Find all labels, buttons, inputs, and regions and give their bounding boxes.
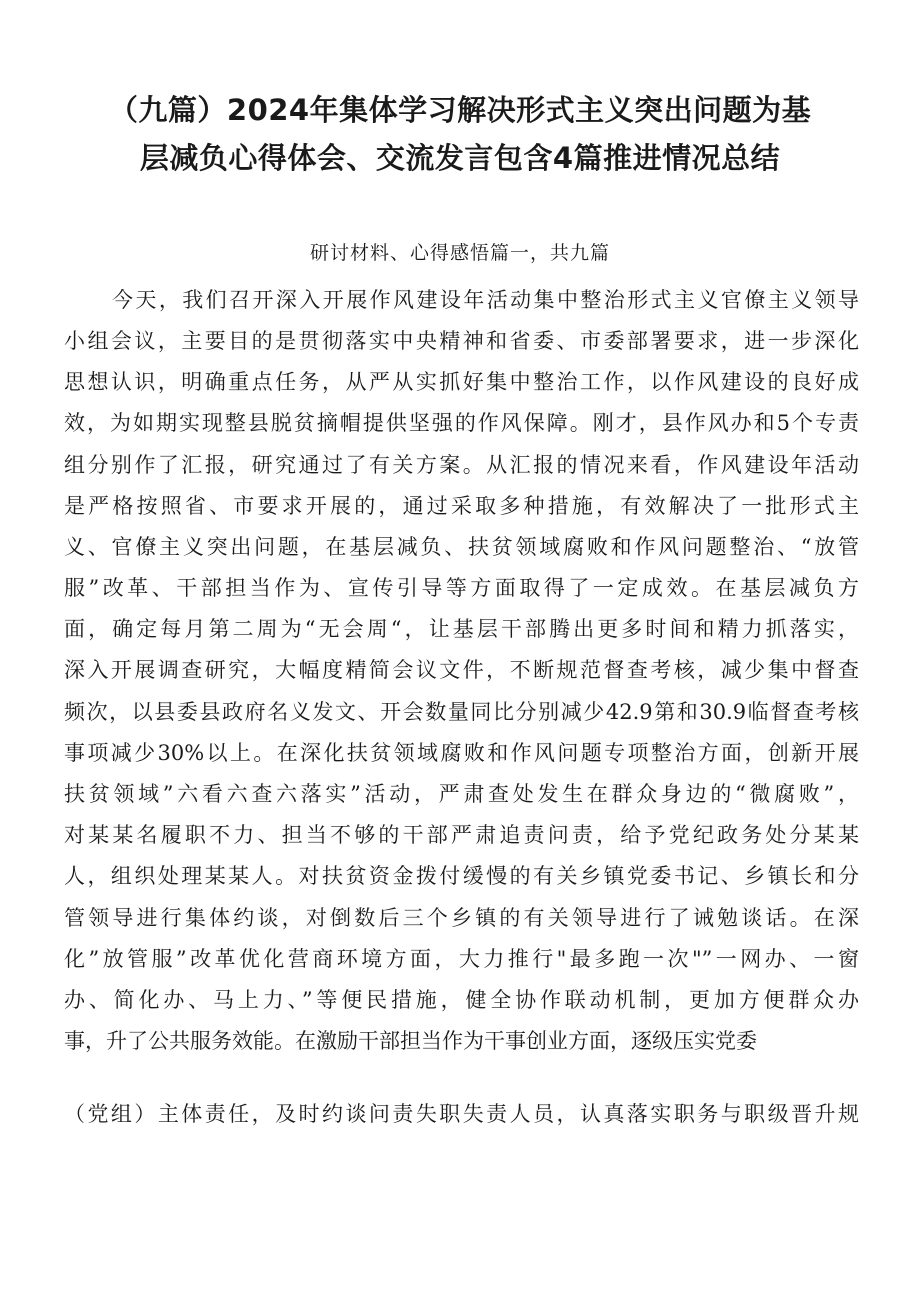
paragraph-line: 小组会议，主要目的是贯彻落实中央精神和省委、市委部署要求，进一步深化 (64, 329, 859, 353)
paragraph-line: 扶贫领域”六看六查六落实”活动，严肃查处发生在群众身边的“微腐败”， (64, 782, 859, 806)
paragraph-line: 事，升了公共服务效能。在激励干部担当作为干事创业方面，逐级压实党委 (64, 1029, 757, 1053)
paragraph-line: 人，组织处理某某人。对扶贫资金拨付缓慢的有关乡镇党委书记、乡镇长和分 (64, 864, 859, 888)
paragraph-line: 深入开展调查研究，大幅度精简会议文件，不断规范督查考核，减少集中督查 (64, 658, 859, 682)
paragraph-line: 事项减少30%以上。在深化扶贫领域腐败和作风问题专项整治方面，创新开展 (64, 741, 859, 765)
paragraph-line: 今天，我们召开深入开展作风建设年活动集中整治形式主义官僚主义领导 (112, 288, 859, 312)
paragraph-line: 办、简化办、马上力、”等便民措施，健全协作联动机制，更加方便群众办 (64, 988, 859, 1012)
paragraph-line: 管领导进行集体约谈，对倒数后三个乡镇的有关领导进行了诫勉谈话。在深 (64, 906, 859, 930)
paragraph-line: 化”放管服”改革优化营商环境方面，大力推行"最多跑一次"”一网办、一窗 (64, 947, 859, 971)
title-line: 层减负心得体会、交流发言包含4篇推进情况总结 (139, 141, 781, 175)
paragraph-line: 义、官僚主义突出问题，在基层减负、扶贫领域腐败和作风问题整治、“放管 (64, 535, 859, 559)
paragraph-line: 思想认识，明确重点任务，从严从实抓好集中整治工作，以作风建设的良好成 (64, 370, 859, 394)
document-subtitle: 研讨材料、心得感悟篇一，共九篇 (309, 242, 610, 264)
paragraph-line: 效，为如期实现整县脱贫摘帽提供坚强的作风保障。刚才，县作风办和5个专责 (64, 411, 859, 435)
paragraph-line: 面，确定每月第二周为“无会周“，让基层干部腾出更多时间和精力抓落实， (64, 617, 859, 641)
paragraph-line: （党组）主体责任，及时约谈问责失职失责人员，认真落实职务与职级晋升规 (64, 1102, 859, 1126)
paragraph-line: 频次，以县委县政府名义发文、开会数量同比分别减少42.9第和30.9临督查考核 (64, 700, 859, 724)
paragraph-line: 组分别作了汇报，研究通过了有关方案。从汇报的情况来看，作风建设年活动 (64, 453, 859, 477)
document-title (60, 86, 860, 182)
title-line: （九篇）2024年集体学习解决形式主义突出问题为基 (108, 93, 812, 127)
paragraph-line: 对某某名履职不力、担当不够的干部严肃追责问责，给予党纪政务处分某某 (64, 823, 859, 847)
paragraph-line: 服”改革、干部担当作为、宣传引导等方面取得了一定成效。在基层减负方 (64, 576, 859, 600)
paragraph-line: 是严格按照省、市要求开展的，通过采取多种措施，有效解决了一批形式主 (64, 494, 859, 518)
